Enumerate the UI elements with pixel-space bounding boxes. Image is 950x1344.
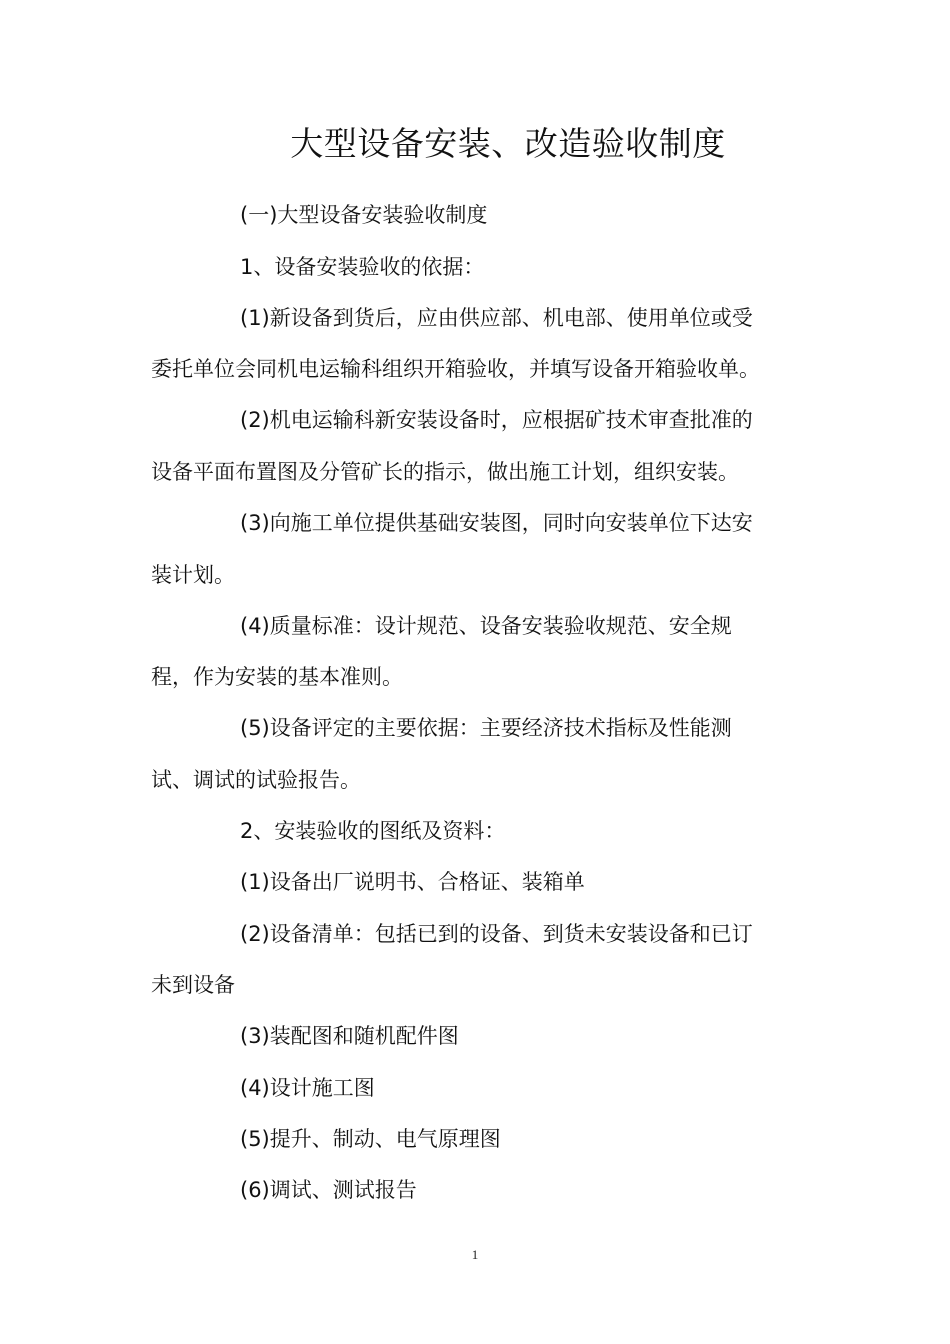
list-item: (1)设备出厂说明书、合格证、装箱单 xyxy=(240,870,585,894)
paragraph-line: (4)质量标准：设计规范、设备安装验收规范、安全规 xyxy=(240,614,732,638)
paragraph-line: (2)机电运输科新安装设备时，应根据矿技术审查批准的 xyxy=(240,408,753,432)
list-item: (2)设备清单：包括已到的设备、到货未安装设备和已订 xyxy=(240,922,753,946)
document-title: 大型设备安装、改造验收制度 xyxy=(290,124,726,163)
list-item: (5)提升、制动、电气原理图 xyxy=(240,1127,501,1151)
paragraph-line: (1)新设备到货后，应由供应部、机电部、使用单位或受 xyxy=(240,306,753,330)
paragraph-line: 装计划。 xyxy=(151,563,235,587)
list-item: (6)调试、测试报告 xyxy=(240,1178,417,1202)
paragraph-line: (5)设备评定的主要依据：主要经济技术指标及性能测 xyxy=(240,716,732,740)
paragraph-line: (3)向施工单位提供基础安装图，同时向安装单位下达安 xyxy=(240,511,753,535)
paragraph-line: 程，作为安装的基本准则。 xyxy=(151,665,403,689)
paragraph-line: 设备平面布置图及分管矿长的指示，做出施工计划，组织安装。 xyxy=(151,460,739,484)
section-heading: (一)大型设备安装验收制度 xyxy=(240,203,488,227)
list-item: 未到设备 xyxy=(151,973,235,997)
paragraph-line: 委托单位会同机电运输科组织开箱验收，并填写设备开箱验收单。 xyxy=(151,357,760,381)
subsection-heading: 1、设备安装验收的依据： xyxy=(240,255,485,279)
list-item: (4)设计施工图 xyxy=(240,1076,375,1100)
subsection-heading: 2、安装验收的图纸及资料： xyxy=(240,819,506,843)
paragraph-line: 试、调试的试验报告。 xyxy=(151,768,361,792)
page-number: 1 xyxy=(471,1247,479,1262)
list-item: (3)装配图和随机配件图 xyxy=(240,1024,459,1048)
